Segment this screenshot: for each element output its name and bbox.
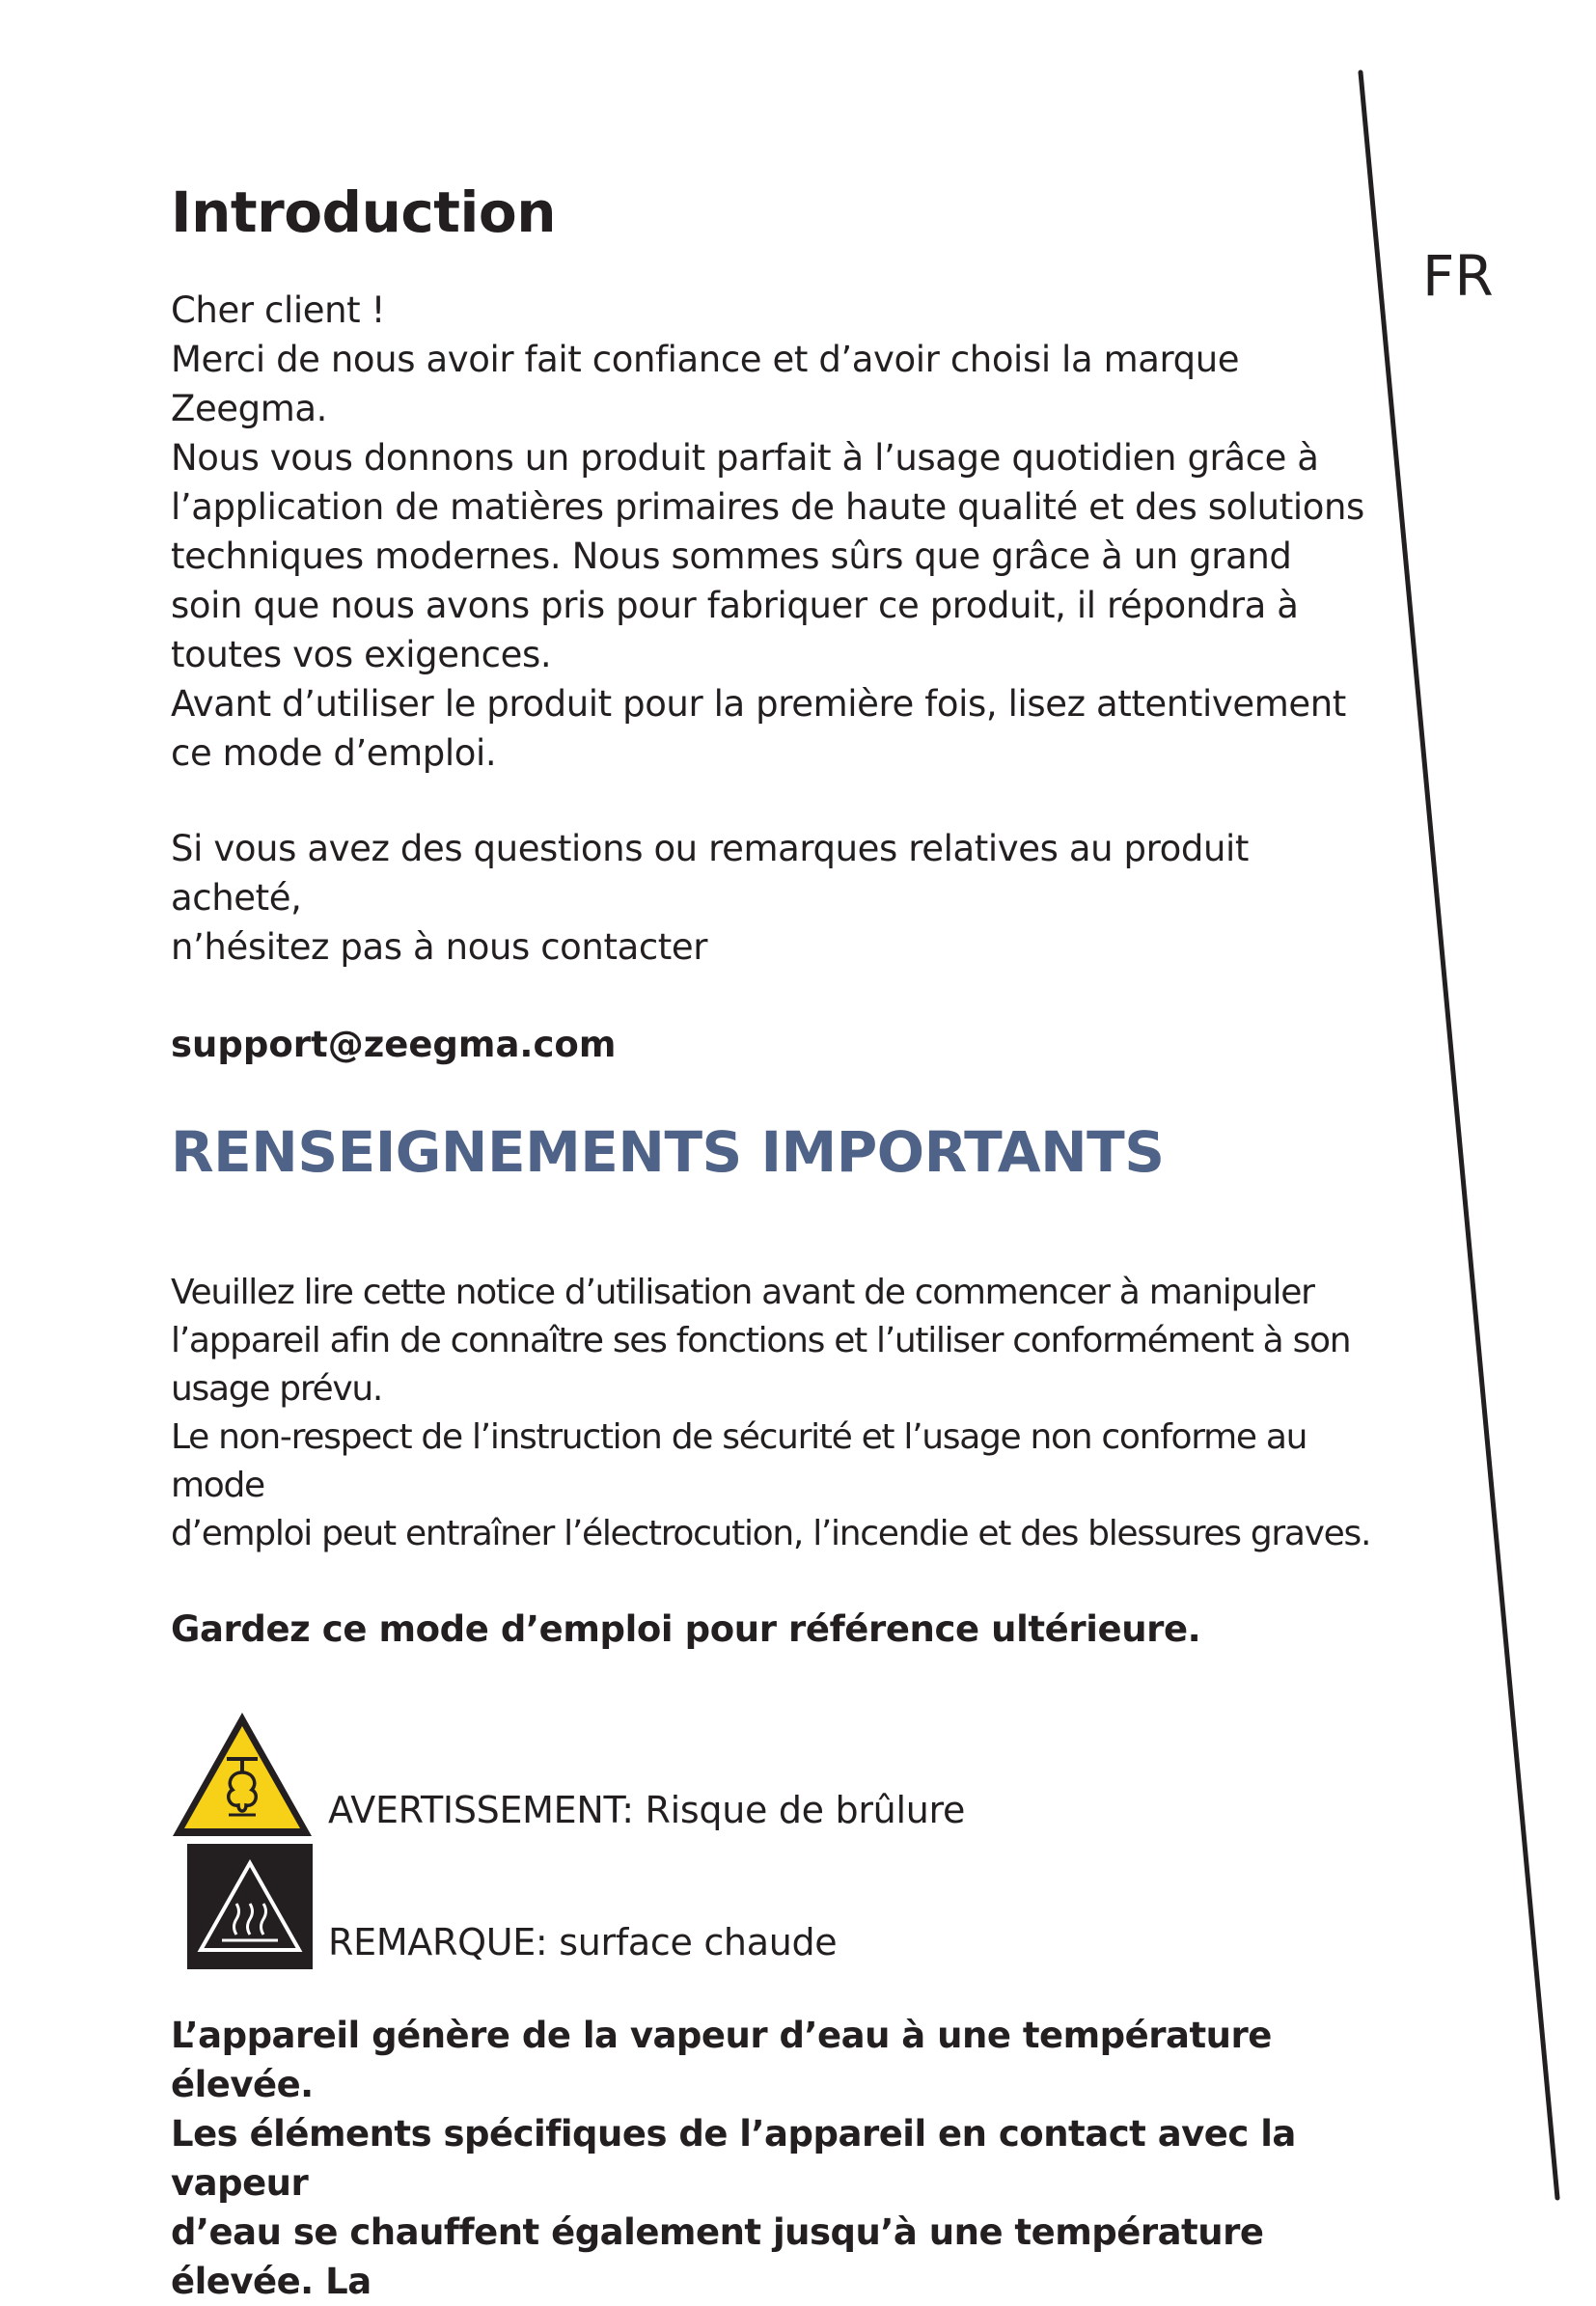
keep-manual-notice: Gardez ce mode d’emploi pour référence ultérieure.	[171, 1608, 1201, 1650]
important-heading: RENSEIGNEMENTS IMPORTANTS	[171, 1119, 1165, 1185]
safety-symbols	[171, 1709, 1377, 1984]
contact-paragraph: Si vous avez des questions ou remarques relatives au produit acheté, n’hésitez pas à nous contacter	[171, 828, 1250, 968]
hot-surface-label: REMARQUE: surface chaude	[328, 1921, 838, 1963]
intro-paragraph: Cher client ! Merci de nous avoir fait confiance et d’avoir choisi la marque Zeegma. Nous vous donnons un produit parfait à l’usage quotidien grâce à l’application de matières primaires de haute qualité et des solutions techniques modernes. Nous sommes sûrs que grâce à un grand soin que nous avons pris pour fabriquer ce produit, il répondra à toutes vos exigences. Avant d’utiliser le produit pour la première fois, lisez attentivement ce mode d’emploi.	[171, 289, 1364, 774]
page-content	[171, 178, 1377, 2306]
hot-surface-icon	[187, 1844, 313, 1969]
burn-warning-icon	[169, 1709, 316, 1840]
language-tag: FR	[1422, 243, 1494, 309]
important-paragraph: Veuillez lire cette notice d’utilisation avant de commencer à manipuler l’appareil afin de connaître ses fonctions et l’utiliser conformément à son usage prévu. Le non-respect de l’instruction de sécurité et l’usage non conforme au mode d’emploi peut entraîner l’électrocution, l’incendie et des blessures graves.	[171, 1273, 1371, 1553]
support-email: support@zeegma.com	[171, 1024, 617, 1065]
steam-warning-paragraph: L’appareil génère de la vapeur d’eau à une température élevée. Les éléments spécifiques de l’appareil en contact avec la vapeur d’eau se chauffent également jusqu’à une température élevée. La	[171, 2015, 1296, 2302]
burn-warning-label: AVERTISSEMENT: Risque de brûlure	[328, 1789, 966, 1831]
intro-heading: Introduction	[171, 179, 556, 245]
